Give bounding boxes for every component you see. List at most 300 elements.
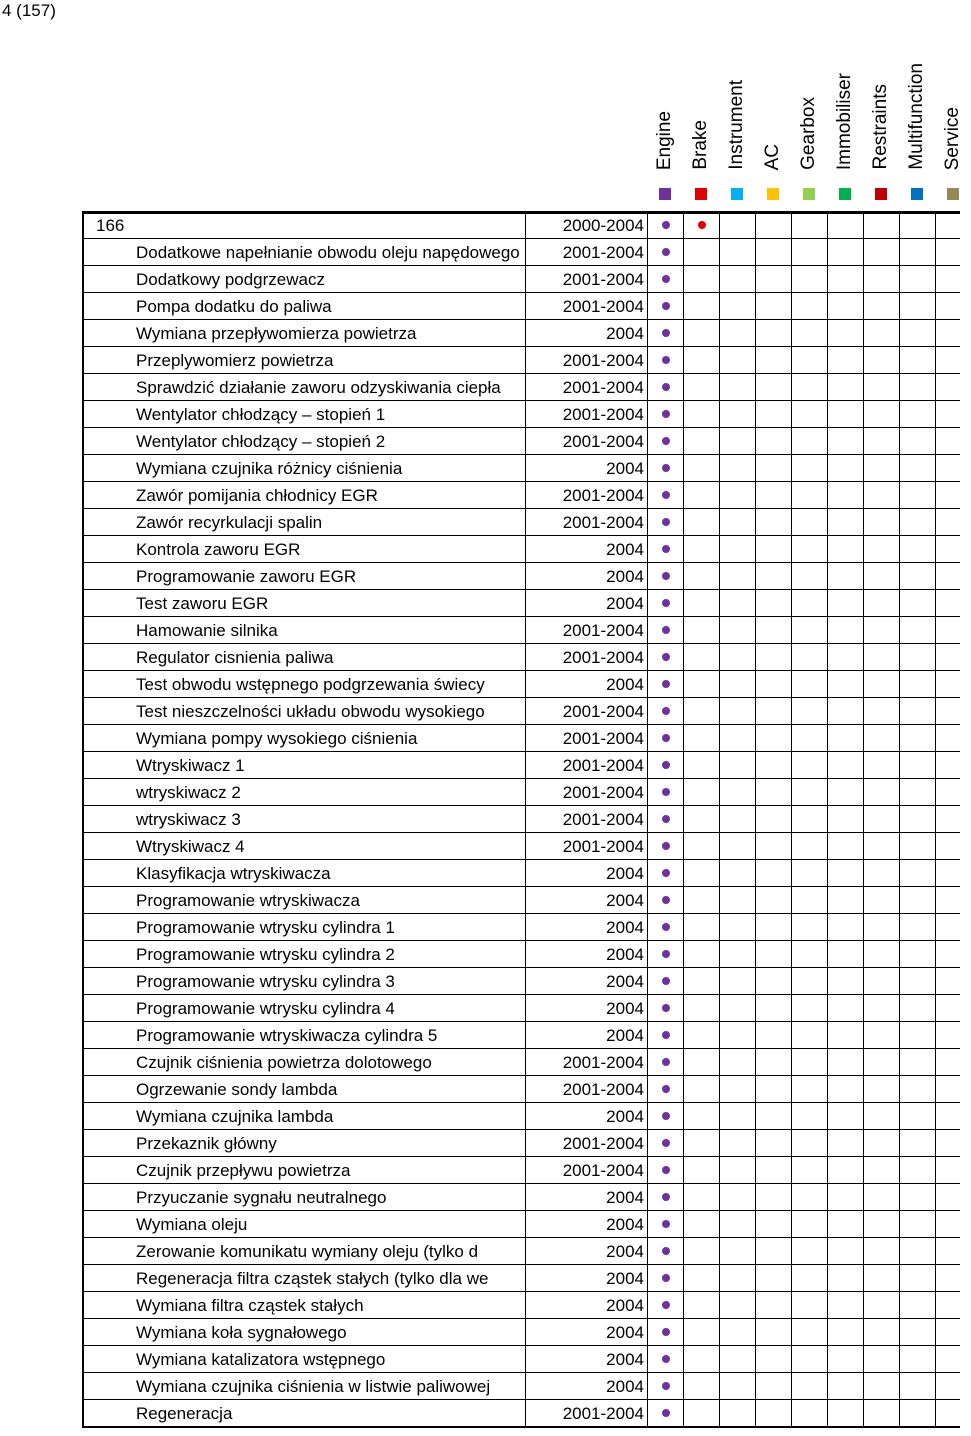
mark-cell-multifunction	[899, 1103, 935, 1130]
mark-cell-instrument	[719, 1184, 755, 1211]
mark-cell-restraints	[863, 455, 899, 482]
mark-cell-restraints	[863, 914, 899, 941]
availability-dot	[662, 1355, 670, 1363]
function-cell	[82, 1211, 525, 1238]
mark-cell-multifunction	[899, 644, 935, 671]
mark-cell-restraints	[863, 1319, 899, 1346]
mark-cell-restraints	[863, 1022, 899, 1049]
mark-cell-ac	[755, 887, 791, 914]
function-name: Programowanie wtryskiwacza	[136, 891, 360, 910]
mark-cell-brake	[683, 1130, 719, 1157]
years-value: 2000-2004	[562, 216, 644, 235]
mark-cell-ac	[755, 779, 791, 806]
mark-cell-engine	[647, 1238, 683, 1265]
mark-cell-gearbox	[791, 779, 827, 806]
years-value: 2004	[606, 999, 644, 1018]
years-cell	[525, 1184, 647, 1211]
table-row	[82, 725, 960, 752]
mark-cell-instrument	[719, 455, 755, 482]
function-name: Zawór recyrkulacji spalin	[136, 513, 323, 532]
column-label: Instrument	[726, 80, 747, 170]
mark-cell-immobiliser	[827, 374, 863, 401]
function-cell	[82, 725, 525, 752]
years-cell	[525, 1022, 647, 1049]
mark-cell-service	[935, 1346, 960, 1373]
legend-square	[875, 188, 887, 200]
mark-cell-brake	[683, 752, 719, 779]
mark-cell-engine	[647, 752, 683, 779]
mark-cell-immobiliser	[827, 1130, 863, 1157]
mark-cell-gearbox	[791, 239, 827, 266]
function-name: Programowanie wtrysku cylindra 1	[136, 918, 395, 937]
function-name: Ogrzewanie sondy lambda	[136, 1080, 338, 1099]
table-row	[82, 239, 960, 266]
function-cell	[82, 1346, 525, 1373]
years-value: 2004	[606, 972, 644, 991]
mark-cell-service	[935, 833, 960, 860]
mark-cell-ac	[755, 347, 791, 374]
table-row	[82, 941, 960, 968]
mark-cell-instrument	[719, 860, 755, 887]
mark-cell-gearbox	[791, 347, 827, 374]
mark-cell-gearbox	[791, 320, 827, 347]
mark-cell-gearbox	[791, 806, 827, 833]
mark-cell-service	[935, 590, 960, 617]
mark-cell-restraints	[863, 1400, 899, 1427]
table-row	[82, 1238, 960, 1265]
mark-cell-engine	[647, 1022, 683, 1049]
mark-cell-instrument	[719, 320, 755, 347]
mark-cell-instrument	[719, 1211, 755, 1238]
mark-cell-gearbox	[791, 1292, 827, 1319]
column-header-instrument	[719, 0, 755, 206]
mark-cell-gearbox	[791, 1022, 827, 1049]
mark-cell-multifunction	[899, 401, 935, 428]
mark-cell-restraints	[863, 374, 899, 401]
availability-dot	[662, 1328, 670, 1336]
function-name: Przyuczanie sygnału neutralnego	[136, 1188, 387, 1207]
years-value: 2004	[606, 1242, 644, 1261]
mark-cell-immobiliser	[827, 1049, 863, 1076]
mark-cell-restraints	[863, 941, 899, 968]
column-label: Brake	[690, 120, 711, 170]
mark-cell-brake	[683, 455, 719, 482]
mark-cell-restraints	[863, 239, 899, 266]
mark-cell-ac	[755, 1211, 791, 1238]
mark-cell-multifunction	[899, 1211, 935, 1238]
mark-cell-ac	[755, 1319, 791, 1346]
mark-cell-service	[935, 455, 960, 482]
function-name: Wymiana katalizatora wstępnego	[136, 1350, 386, 1369]
mark-cell-engine	[647, 563, 683, 590]
function-name: Test zaworu EGR	[136, 594, 269, 613]
mark-cell-service	[935, 536, 960, 563]
mark-cell-engine	[647, 698, 683, 725]
mark-cell-ac	[755, 212, 791, 239]
mark-cell-gearbox	[791, 1265, 827, 1292]
years-value: 2004	[606, 459, 644, 478]
mark-cell-ac	[755, 1022, 791, 1049]
years-cell	[525, 1103, 647, 1130]
mark-cell-gearbox	[791, 536, 827, 563]
mark-cell-gearbox	[791, 941, 827, 968]
mark-cell-brake	[683, 644, 719, 671]
mark-cell-gearbox	[791, 293, 827, 320]
mark-cell-multifunction	[899, 509, 935, 536]
mark-cell-brake	[683, 968, 719, 995]
years-cell	[525, 401, 647, 428]
mark-cell-restraints	[863, 1157, 899, 1184]
mark-cell-immobiliser	[827, 725, 863, 752]
mark-cell-ac	[755, 1184, 791, 1211]
mark-cell-gearbox	[791, 617, 827, 644]
mark-cell-service	[935, 1211, 960, 1238]
mark-cell-gearbox	[791, 1103, 827, 1130]
mark-cell-gearbox	[791, 914, 827, 941]
mark-cell-ac	[755, 374, 791, 401]
mark-cell-brake	[683, 725, 719, 752]
function-cell	[82, 482, 525, 509]
mark-cell-ac	[755, 266, 791, 293]
function-cell	[82, 914, 525, 941]
mark-cell-instrument	[719, 1157, 755, 1184]
mark-cell-brake	[683, 860, 719, 887]
function-cell	[82, 1373, 525, 1400]
table-row	[82, 428, 960, 455]
mark-cell-immobiliser	[827, 266, 863, 293]
years-value: 2001-2004	[562, 783, 644, 802]
mark-cell-instrument	[719, 968, 755, 995]
function-name: Wymiana czujnika różnicy ciśnienia	[136, 459, 403, 478]
availability-dot	[698, 221, 706, 229]
mark-cell-brake	[683, 590, 719, 617]
mark-cell-immobiliser	[827, 752, 863, 779]
mark-cell-service	[935, 374, 960, 401]
mark-cell-ac	[755, 806, 791, 833]
table-row	[82, 1373, 960, 1400]
mark-cell-restraints	[863, 212, 899, 239]
mark-cell-brake	[683, 1022, 719, 1049]
mark-cell-ac	[755, 617, 791, 644]
table-row	[82, 590, 960, 617]
mark-cell-engine	[647, 644, 683, 671]
function-cell	[82, 1022, 525, 1049]
function-name: Programowanie wtryskiwacza cylindra 5	[136, 1026, 438, 1045]
years-value: 2001-2004	[562, 702, 644, 721]
availability-dot	[662, 1220, 670, 1228]
availability-dot	[662, 1031, 670, 1039]
function-cell	[82, 698, 525, 725]
mark-cell-ac	[755, 1103, 791, 1130]
function-cell	[82, 320, 525, 347]
mark-cell-ac	[755, 698, 791, 725]
mark-cell-instrument	[719, 698, 755, 725]
mark-cell-service	[935, 779, 960, 806]
mark-cell-gearbox	[791, 752, 827, 779]
availability-dot	[662, 491, 670, 499]
availability-dot	[662, 1382, 670, 1390]
mark-cell-gearbox	[791, 1076, 827, 1103]
years-cell	[525, 293, 647, 320]
mark-cell-brake	[683, 1292, 719, 1319]
years-cell	[525, 1076, 647, 1103]
function-cell	[82, 752, 525, 779]
mark-cell-brake	[683, 887, 719, 914]
table-row	[82, 1346, 960, 1373]
mark-cell-restraints	[863, 590, 899, 617]
mark-cell-engine	[647, 1400, 683, 1427]
mark-cell-immobiliser	[827, 1373, 863, 1400]
years-value: 2004	[606, 1107, 644, 1126]
mark-cell-restraints	[863, 563, 899, 590]
table-row	[82, 455, 960, 482]
availability-dot	[662, 1301, 670, 1309]
function-name: Sprawdzić działanie zaworu odzyskiwania ciepła	[136, 378, 501, 397]
function-cell	[82, 1049, 525, 1076]
mark-cell-service	[935, 1400, 960, 1427]
legend-square	[911, 188, 923, 200]
table-row	[82, 1265, 960, 1292]
availability-dot	[662, 356, 670, 364]
mark-cell-restraints	[863, 833, 899, 860]
mark-cell-ac	[755, 1130, 791, 1157]
mark-cell-immobiliser	[827, 239, 863, 266]
availability-dot	[662, 626, 670, 634]
mark-cell-engine	[647, 536, 683, 563]
function-name: Regulator cisnienia paliwa	[136, 648, 334, 667]
mark-cell-ac	[755, 1076, 791, 1103]
years-value: 2001-2004	[562, 270, 644, 289]
mark-cell-restraints	[863, 1184, 899, 1211]
mark-cell-immobiliser	[827, 1211, 863, 1238]
function-cell	[82, 266, 525, 293]
table-row	[82, 212, 960, 239]
availability-dot	[662, 896, 670, 904]
mark-cell-restraints	[863, 1373, 899, 1400]
mark-cell-restraints	[863, 1265, 899, 1292]
page-number: 4 (157)	[2, 1, 56, 20]
availability-dot	[662, 950, 670, 958]
table-row	[82, 293, 960, 320]
mark-cell-service	[935, 671, 960, 698]
function-cell	[82, 590, 525, 617]
function-name: Programowanie wtrysku cylindra 4	[136, 999, 395, 1018]
years-value: 2004	[606, 945, 644, 964]
years-cell	[525, 1400, 647, 1427]
mark-cell-ac	[755, 590, 791, 617]
mark-cell-multifunction	[899, 806, 935, 833]
mark-cell-restraints	[863, 617, 899, 644]
function-name: Kontrola zaworu EGR	[136, 540, 301, 559]
mark-cell-service	[935, 698, 960, 725]
mark-cell-ac	[755, 401, 791, 428]
mark-cell-ac	[755, 1400, 791, 1427]
mark-cell-ac	[755, 293, 791, 320]
availability-dot	[662, 977, 670, 985]
mark-cell-restraints	[863, 293, 899, 320]
years-value: 2001-2004	[562, 1404, 644, 1423]
function-cell	[82, 509, 525, 536]
mark-cell-brake	[683, 779, 719, 806]
mark-cell-service	[935, 1292, 960, 1319]
years-value: 2004	[606, 1323, 644, 1342]
function-cell	[82, 1319, 525, 1346]
mark-cell-service	[935, 725, 960, 752]
years-cell	[525, 1238, 647, 1265]
table-row	[82, 968, 960, 995]
mark-cell-brake	[683, 1373, 719, 1400]
mark-cell-immobiliser	[827, 1292, 863, 1319]
availability-dot	[662, 1193, 670, 1201]
mark-cell-brake	[683, 1076, 719, 1103]
column-header-multifunction	[899, 0, 935, 206]
mark-cell-gearbox	[791, 671, 827, 698]
mark-cell-brake	[683, 1157, 719, 1184]
function-cell	[82, 1076, 525, 1103]
years-cell	[525, 212, 647, 239]
years-cell	[525, 320, 647, 347]
column-label: Immobiliser	[834, 72, 855, 170]
mark-cell-service	[935, 1184, 960, 1211]
table-row	[82, 536, 960, 563]
years-cell	[525, 266, 647, 293]
years-value: 2001-2004	[562, 1080, 644, 1099]
mark-cell-service	[935, 617, 960, 644]
years-cell	[525, 239, 647, 266]
mark-cell-multifunction	[899, 914, 935, 941]
mark-cell-ac	[755, 455, 791, 482]
mark-cell-multifunction	[899, 1292, 935, 1319]
mark-cell-multifunction	[899, 1373, 935, 1400]
mark-cell-brake	[683, 293, 719, 320]
availability-dot	[662, 815, 670, 823]
years-cell	[525, 1292, 647, 1319]
function-cell	[82, 1292, 525, 1319]
function-name: Zawór pomijania chłodnicy EGR	[136, 486, 378, 505]
years-value: 2004	[606, 1296, 644, 1315]
function-name: Wymiana przepływomierza powietrza	[136, 324, 417, 343]
column-label: Gearbox	[798, 97, 819, 170]
legend-square	[695, 188, 707, 200]
mark-cell-multifunction	[899, 1184, 935, 1211]
mark-cell-gearbox	[791, 1238, 827, 1265]
mark-cell-engine	[647, 482, 683, 509]
availability-dot	[662, 653, 670, 661]
mark-cell-engine	[647, 428, 683, 455]
availability-dot	[662, 1085, 670, 1093]
function-name: Regeneracja filtra cząstek stałych (tylko dla we	[136, 1269, 489, 1288]
mark-cell-ac	[755, 644, 791, 671]
years-cell	[525, 644, 647, 671]
mark-cell-gearbox	[791, 563, 827, 590]
mark-cell-instrument	[719, 239, 755, 266]
table-row	[82, 806, 960, 833]
mark-cell-engine	[647, 1049, 683, 1076]
mark-cell-restraints	[863, 1130, 899, 1157]
function-cell	[82, 833, 525, 860]
mark-cell-instrument	[719, 1076, 755, 1103]
mark-cell-gearbox	[791, 860, 827, 887]
column-label: Service	[942, 106, 963, 170]
function-cell	[82, 671, 525, 698]
function-cell	[82, 212, 525, 239]
function-cell	[82, 887, 525, 914]
availability-dot	[662, 1112, 670, 1120]
mark-cell-service	[935, 968, 960, 995]
mark-cell-brake	[683, 617, 719, 644]
function-name: Programowanie wtrysku cylindra 2	[136, 945, 395, 964]
mark-cell-immobiliser	[827, 779, 863, 806]
years-cell	[525, 1319, 647, 1346]
function-cell	[82, 1265, 525, 1292]
mark-cell-gearbox	[791, 698, 827, 725]
years-value: 2001-2004	[562, 810, 644, 829]
function-name: Pompa dodatku do paliwa	[136, 297, 332, 316]
mark-cell-brake	[683, 482, 719, 509]
function-cell	[82, 401, 525, 428]
mark-cell-service	[935, 1130, 960, 1157]
table-row	[82, 914, 960, 941]
years-cell	[525, 563, 647, 590]
table-row	[82, 617, 960, 644]
mark-cell-restraints	[863, 779, 899, 806]
model-name: 166	[96, 216, 125, 235]
mark-cell-restraints	[863, 1103, 899, 1130]
function-name: Wymiana oleju	[136, 1215, 248, 1234]
years-value: 2004	[606, 567, 644, 586]
function-cell	[82, 644, 525, 671]
table-row	[82, 698, 960, 725]
function-cell	[82, 860, 525, 887]
mark-cell-immobiliser	[827, 563, 863, 590]
mark-cell-immobiliser	[827, 509, 863, 536]
years-value: 2001-2004	[562, 729, 644, 748]
years-value: 2004	[606, 1269, 644, 1288]
mark-cell-multifunction	[899, 374, 935, 401]
function-name: Test nieszczelności układu obwodu wysokiego	[136, 702, 485, 721]
mark-cell-gearbox	[791, 401, 827, 428]
mark-cell-restraints	[863, 968, 899, 995]
table-row	[82, 1076, 960, 1103]
mark-cell-brake	[683, 428, 719, 455]
years-value: 2001-2004	[562, 1161, 644, 1180]
function-name: Test obwodu wstępnego podgrzewania świecy	[136, 675, 485, 694]
availability-dot	[662, 329, 670, 337]
availability-dot	[662, 248, 670, 256]
table-row	[82, 1130, 960, 1157]
legend-square	[839, 188, 851, 200]
mark-cell-restraints	[863, 320, 899, 347]
mark-cell-instrument	[719, 671, 755, 698]
mark-cell-ac	[755, 860, 791, 887]
function-cell	[82, 428, 525, 455]
years-value: 2004	[606, 594, 644, 613]
function-cell	[82, 563, 525, 590]
years-cell	[525, 887, 647, 914]
mark-cell-multifunction	[899, 617, 935, 644]
mark-cell-engine	[647, 941, 683, 968]
mark-cell-instrument	[719, 725, 755, 752]
mark-cell-brake	[683, 1400, 719, 1427]
years-value: 2001-2004	[562, 243, 644, 262]
legend-square	[767, 188, 779, 200]
mark-cell-immobiliser	[827, 671, 863, 698]
table-bottom-rule	[82, 1426, 960, 1428]
column-label: Multifunction	[906, 63, 927, 170]
mark-cell-multifunction	[899, 995, 935, 1022]
years-value: 2004	[606, 918, 644, 937]
column-header-engine	[647, 0, 683, 206]
